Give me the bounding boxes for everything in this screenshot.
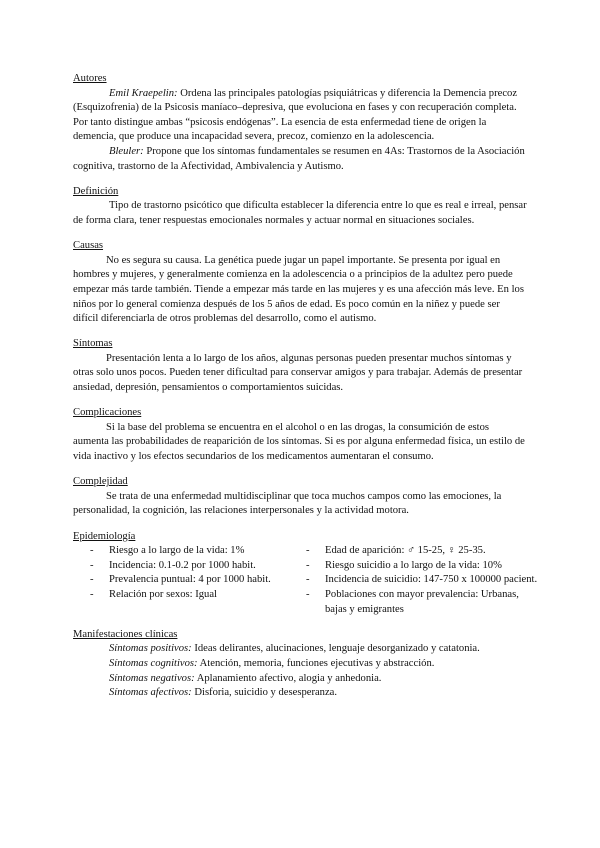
- manifestacion-label: Síntomas positivos:: [109, 643, 192, 655]
- heading-definicion: Definición: [73, 185, 119, 197]
- section-definicion: [73, 185, 527, 229]
- bleuler-text: Propone que los síntomas fundamentales se resumen en 4As: Trastornos de la Asociación cognitiva, trastorno de la Afectividad, Ambivalencia y Autismo.: [73, 145, 525, 172]
- list-item-text: Prevalencia puntual: 4 por 1000 habit.: [109, 574, 271, 586]
- list-item-text: Edad de aparición: ♂ 15-25, ♀ 25-35.: [325, 545, 486, 557]
- author-bleuler: Bleuler:: [109, 145, 144, 157]
- manifestacion-label: Síntomas negativos:: [109, 672, 195, 684]
- manifestacion-text: Disforia, suicidio y desesperanza.: [194, 687, 338, 699]
- document-page: [73, 72, 538, 711]
- paragraph-causas: No es segura su causa. La genética puede jugar un papel importante. Se presenta por igual en hombres y mujeres, y generalmente comienza en la adolescencia o a principios de la adultez pero puede empezar más tarde también. Tiende a empezar más tarde en las mujeres y es una afección más leve. En los niños por lo general comienza después de los 5 años de edad. Es poco común en la niñez y puede ser difícil diferenciarla de otros problemas del desarrollo, como el autismo.: [73, 254, 524, 325]
- manifestacion-text: Aplanamiento afectivo, alogia y anhedonia.: [196, 672, 382, 684]
- list-item-text: Riesgo a lo largo de la vida: 1%: [109, 545, 245, 557]
- list-item-text: Poblaciones con mayor prevalencia: Urbanas, bajas y emigrantes: [325, 588, 519, 615]
- list-dash: -: [90, 588, 94, 600]
- manifestacion-item: [109, 657, 527, 672]
- section-manifestaciones: [73, 628, 527, 701]
- heading-epidemiologia: Epidemiología: [73, 530, 136, 542]
- manifestacion-item: [109, 642, 527, 657]
- manifestacion-label: Síntomas afectivos:: [109, 687, 192, 699]
- manifestacion-label: Síntomas cognitivos:: [109, 657, 198, 669]
- manifestacion-item: [109, 672, 527, 687]
- list-item: [73, 588, 289, 603]
- list-dash: -: [306, 588, 310, 600]
- list-item-text: Incidencia de suicidio: 147-750 x 100000 pacient.: [325, 574, 538, 586]
- epidemiologia-columns: [73, 544, 538, 617]
- heading-sintomas: Síntomas: [73, 338, 113, 350]
- paragraph-bleuler: [73, 145, 527, 174]
- epidemiologia-left-list: [73, 544, 289, 617]
- paragraph-complejidad: Se trata de una enfermedad multidisciplinar que toca muchos campos como las emociones, la personalidad, la cognición, las relaciones interpersonales y la actividad motora.: [73, 490, 502, 517]
- list-dash: -: [90, 559, 94, 571]
- section-complicaciones: [73, 406, 527, 464]
- author-kraepelin: Emil Kraepelin:: [109, 87, 178, 99]
- heading-manifestaciones: Manifestaciones clínicas: [73, 628, 178, 640]
- manifestaciones-list: [73, 642, 527, 700]
- paragraph-complicaciones: Si la base del problema se encuentra en el alcohol o en las drogas, la consumición de estos aumenta las probabilidades de reaparición de los síntomas. Si es por alguna enfermedad física, un estilo de vida inactivo y los efectos secundarios de los medicamentos aumentaran el consumo.: [73, 421, 525, 463]
- heading-complejidad: Complejidad: [73, 476, 128, 488]
- heading-causas: Causas: [73, 240, 104, 252]
- section-complejidad: [73, 475, 527, 519]
- manifestacion-item: [109, 686, 527, 701]
- manifestacion-text: Ideas delirantes, alucinaciones, lenguaje desorganizado y catatonia.: [194, 643, 480, 655]
- epidemiologia-right-list: [289, 544, 538, 617]
- list-item-text: Relación por sexos: Igual: [109, 588, 217, 600]
- list-dash: -: [90, 574, 94, 586]
- paragraph-definicion: Tipo de trastorno psicótico que dificulta establecer la diferencia entre lo que es real e irreal, pensar de forma clara, tener respuestas emocionales normales y actuar normal en situaciones sociales.: [73, 200, 527, 226]
- list-item-text: Incidencia: 0.1-0.2 por 1000 habit.: [109, 559, 256, 571]
- kraepelin-text: Ordena las principales patologías psiquiátricas y diferencia la Demencia precoz (Esquizofrenia) de la Psicosis maníaco–depresiva, que evoluciona en fases y con recuperación completa. Por tanto distingue ambas “psicosis endógenas”. La esencia de esta enfermedad tiene de origen la demencia, que produce una incapacidad severa, precoz, comienzo en la adolescencia.: [73, 87, 518, 143]
- list-dash: -: [306, 559, 310, 571]
- list-dash: -: [306, 545, 310, 557]
- section-autores: [73, 72, 527, 174]
- list-item: [289, 559, 527, 574]
- manifestacion-text: Atención, memoria, funciones ejecutivas y abstracción.: [199, 657, 435, 669]
- list-item: [73, 573, 289, 588]
- section-sintomas: [73, 337, 527, 395]
- list-dash: -: [90, 545, 94, 557]
- list-item: [73, 544, 289, 559]
- heading-autores: Autores: [73, 73, 107, 84]
- list-item-text: Riesgo suicidio a lo largo de la vida: 10%: [325, 559, 502, 571]
- heading-complicaciones: Complicaciones: [73, 407, 142, 419]
- list-item: [289, 544, 527, 559]
- list-dash: -: [306, 574, 310, 586]
- paragraph-sintomas: Presentación lenta a lo largo de los años, algunas personas pueden presentar muchos síntomas y otras solo unos pocos. Pueden tener dificultad para conservar amigos y para trabajar. Además de presentar ansiedad, depresión, pensamientos o comportamientos suicidas.: [73, 352, 523, 394]
- list-item: [289, 573, 538, 588]
- section-causas: [73, 239, 527, 327]
- paragraph-kraepelin: [73, 87, 527, 145]
- list-item: [289, 588, 527, 617]
- list-item: [73, 559, 289, 574]
- section-epidemiologia: [73, 530, 538, 618]
